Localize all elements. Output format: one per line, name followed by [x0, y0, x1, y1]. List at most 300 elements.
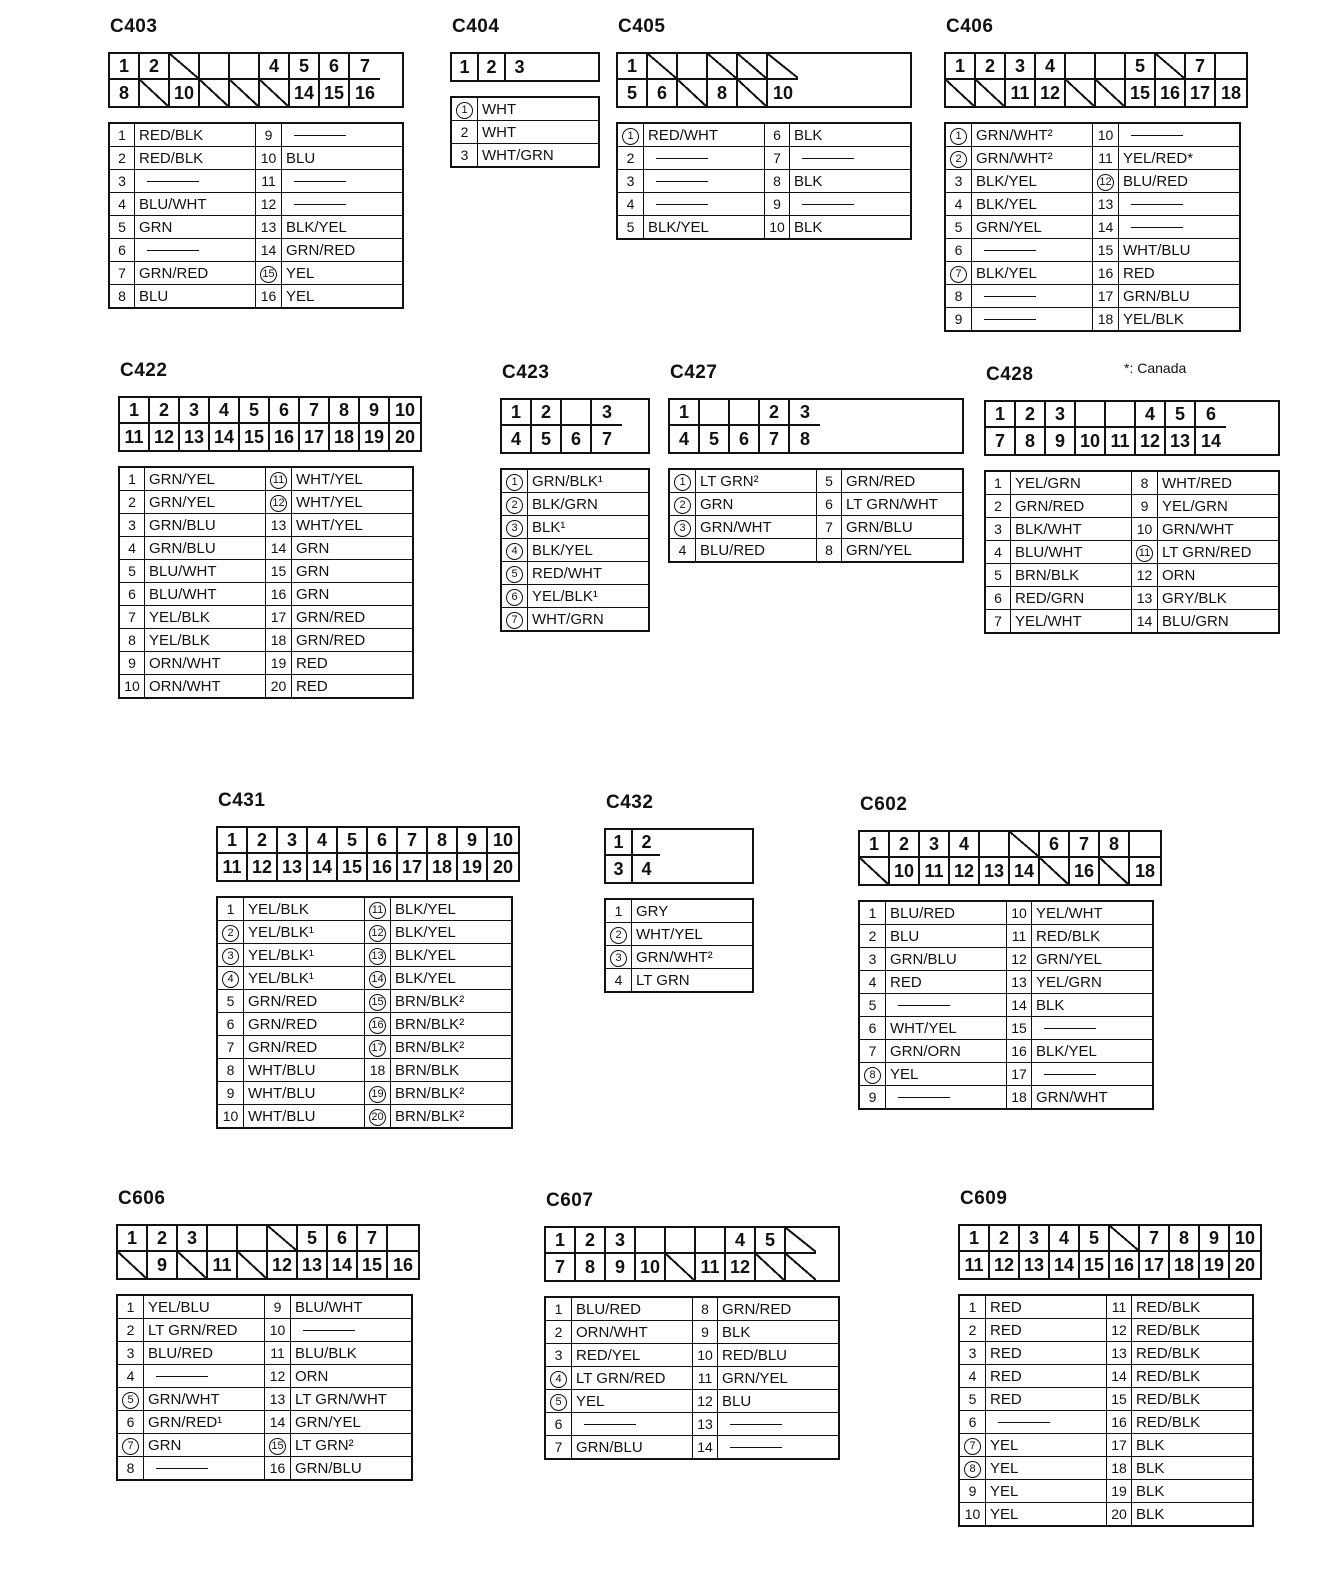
connector-title: C431: [218, 790, 266, 811]
wire-color: GRN/BLU: [1119, 285, 1241, 308]
blank-cavity: [1100, 858, 1130, 884]
wire-color: YEL/BLK¹: [244, 944, 365, 967]
wire-color: BLK/YEL: [282, 216, 404, 239]
connector-face: [616, 52, 912, 108]
pin-number: 3: [605, 946, 632, 969]
table-row: [119, 606, 413, 629]
unused-pin-dash: [282, 193, 404, 216]
blank-cavity: [1010, 832, 1040, 858]
wire-color: GRN/YEL: [842, 539, 964, 563]
table-row: [119, 514, 413, 537]
pin-number: 11: [1132, 541, 1158, 564]
cavity: 10: [170, 80, 200, 106]
cavity: 7: [398, 828, 428, 854]
blank-cavity: [1040, 858, 1070, 884]
wire-color: RED/BLK: [1032, 925, 1154, 948]
cavity: 6: [562, 426, 592, 452]
wire-color: WHT: [478, 97, 600, 121]
cavity: 1: [670, 400, 700, 426]
wire-color: WHT/RED: [1158, 471, 1280, 495]
pin-number: 6: [959, 1411, 986, 1434]
cavity: 3: [1020, 1226, 1050, 1252]
table-row: [959, 1342, 1253, 1365]
pin-number: 1: [545, 1297, 572, 1321]
pin-number: 17: [365, 1036, 391, 1059]
pin-number: 15: [1107, 1388, 1132, 1411]
wire-color: YEL: [986, 1503, 1107, 1527]
wire-color: YEL/WHT: [1032, 901, 1154, 925]
wire-color: BLK/YEL: [972, 262, 1093, 285]
wire-color: RED/BLK: [1132, 1388, 1254, 1411]
cavity: 14: [308, 854, 338, 880]
pin-number: 5: [817, 469, 842, 493]
cavity: [208, 1226, 238, 1252]
pin-number: 13: [266, 514, 292, 537]
pin-number: 7: [217, 1036, 244, 1059]
table-row: [545, 1413, 839, 1436]
table-row: [945, 262, 1240, 285]
wire-color: RED: [986, 1365, 1107, 1388]
cavity: 7: [358, 1226, 388, 1252]
wire-color: YEL/WHT: [1011, 610, 1132, 634]
cavity: 7: [760, 426, 790, 452]
blank-cavity: [238, 1252, 268, 1278]
cavity: 19: [360, 424, 390, 450]
cavity: 14: [1050, 1252, 1080, 1278]
pin-number: 3: [109, 170, 135, 193]
wire-color: RED/BLK: [1132, 1411, 1254, 1434]
wire-color: RED/WHT: [528, 562, 650, 585]
pin-number: 11: [1107, 1295, 1132, 1319]
cavity: 8: [110, 80, 140, 106]
table-row: [959, 1319, 1253, 1342]
table-row: [669, 469, 963, 493]
cavity: [238, 1226, 268, 1252]
pin-number: 10: [1132, 518, 1158, 541]
wire-color: ORN/WHT: [145, 652, 266, 675]
cavity: 9: [458, 828, 488, 854]
pin-number: 17: [266, 606, 292, 629]
pin-number: 13: [1007, 971, 1032, 994]
pin-number: 9: [217, 1082, 244, 1105]
wire-color: GRN/WHT²: [972, 123, 1093, 147]
cavity: 5: [240, 398, 270, 424]
wire-color: RED: [292, 675, 414, 699]
wire-color: GRN/RED¹: [144, 1411, 265, 1434]
pin-number: 4: [985, 541, 1011, 564]
table-row: [617, 216, 911, 240]
pin-number: 15: [365, 990, 391, 1013]
pin-number: 3: [985, 518, 1011, 541]
wire-color: YEL/GRN: [1158, 495, 1280, 518]
table-row: [859, 1063, 1153, 1086]
connector-c406: [944, 16, 1248, 332]
pin-number: 6: [817, 493, 842, 516]
pin-table: [544, 1296, 840, 1460]
pin-number: 6: [117, 1411, 144, 1434]
blank-cavity: [768, 54, 798, 80]
cavity: 14: [210, 424, 240, 450]
blank-cavity: [756, 1254, 786, 1280]
wire-color: BLK/YEL: [528, 539, 650, 562]
pin-number: 14: [265, 1411, 291, 1434]
pin-number: 17: [1107, 1434, 1132, 1457]
table-row: [945, 308, 1240, 332]
cavity: 6: [320, 54, 350, 80]
pin-table: [118, 466, 414, 699]
pin-table: [216, 896, 513, 1129]
pin-number: 4: [545, 1367, 572, 1390]
table-row: [109, 262, 403, 285]
pin-table: [668, 468, 964, 563]
connector-c423: [500, 362, 650, 632]
pin-number: 16: [1107, 1411, 1132, 1434]
wire-color: BRN/BLK: [1011, 564, 1132, 587]
wire-color: BLK/YEL: [391, 921, 513, 944]
connector-c432: [604, 792, 754, 993]
connector-title: C403: [110, 16, 158, 37]
cavity: 1: [110, 54, 140, 80]
cavity: 16: [392, 1254, 414, 1275]
table-row: [545, 1390, 839, 1413]
pin-number: 2: [217, 921, 244, 944]
cavity: 20: [394, 426, 416, 447]
pin-number: 14: [1132, 610, 1158, 634]
pin-number: 1: [501, 469, 528, 493]
table-row: [109, 285, 403, 309]
table-row: [117, 1295, 412, 1319]
wire-color: GRY: [632, 899, 754, 923]
unused-pin-dash: [790, 147, 912, 170]
table-row: [217, 1036, 512, 1059]
pin-number: 20: [266, 675, 292, 699]
cavity: 10: [390, 398, 420, 424]
cavity: 5: [532, 426, 562, 452]
cavity: 4: [210, 398, 240, 424]
wire-color: BLU/WHT: [291, 1295, 413, 1319]
cavity: 17: [398, 854, 428, 880]
wire-color: YEL/BLK¹: [244, 967, 365, 990]
pin-number: 6: [217, 1013, 244, 1036]
wire-color: BLU/GRN: [1158, 610, 1280, 634]
pin-number: 9: [859, 1086, 886, 1110]
pin-number: 16: [1093, 262, 1119, 285]
pin-number: 9: [765, 193, 790, 216]
cavity: 15: [1080, 1252, 1110, 1278]
table-row: [945, 147, 1240, 170]
wire-color: GRN/RED: [842, 469, 964, 493]
wire-color: GRN: [292, 560, 414, 583]
pin-number: 1: [117, 1295, 144, 1319]
cavity: 15: [358, 1252, 388, 1278]
cavity: 12: [950, 858, 980, 884]
connector-face: [544, 1226, 840, 1282]
table-row: [119, 537, 413, 560]
wire-color: YEL: [986, 1457, 1107, 1480]
wire-color: BLU/BLK: [291, 1342, 413, 1365]
wire-color: YEL/BLK: [244, 897, 365, 921]
pin-number: 19: [365, 1082, 391, 1105]
unused-pin-dash: [135, 170, 256, 193]
connector-face: [116, 1224, 420, 1280]
cavity: 5: [290, 54, 320, 80]
pin-number: 5: [109, 216, 135, 239]
cavity: 3: [1006, 54, 1036, 80]
pin-number: 13: [265, 1388, 291, 1411]
connector-face: [108, 52, 404, 108]
wire-color: YEL: [886, 1063, 1007, 1086]
pin-number: 4: [617, 193, 644, 216]
cavity: 2: [576, 1228, 606, 1254]
table-row: [959, 1457, 1253, 1480]
cavity: [200, 54, 230, 80]
wire-color: YEL: [986, 1480, 1107, 1503]
wire-color: BLK: [1132, 1434, 1254, 1457]
table-row: [545, 1297, 839, 1321]
pin-number: 5: [501, 562, 528, 585]
pin-number: 4: [859, 971, 886, 994]
pin-number: 10: [959, 1503, 986, 1527]
connector-c606: [116, 1188, 420, 1481]
cavity: 17: [300, 424, 330, 450]
cavity: 18: [1170, 1252, 1200, 1278]
wire-color: RED/BLK: [1132, 1365, 1254, 1388]
cavity: 2: [248, 828, 278, 854]
pin-number: 8: [117, 1457, 144, 1481]
pin-number: 14: [256, 239, 282, 262]
wire-color: GRN/BLU: [572, 1436, 693, 1460]
blank-cavity: [678, 80, 708, 106]
connector-face: [984, 400, 1280, 456]
pin-number: 12: [1093, 170, 1119, 193]
cavity: 7: [986, 428, 1016, 454]
table-row: [217, 1013, 512, 1036]
pin-number: 17: [1093, 285, 1119, 308]
pin-number: 7: [765, 147, 790, 170]
wire-color: YEL: [572, 1390, 693, 1413]
cavity: 14: [290, 80, 320, 106]
connector-c422: [118, 360, 422, 699]
cavity: 4: [260, 54, 290, 80]
cavity: 2: [990, 1226, 1020, 1252]
pin-number: 7: [117, 1434, 144, 1457]
pin-number: 4: [117, 1365, 144, 1388]
cavity: 5: [618, 80, 648, 106]
pin-number: 11: [265, 1342, 291, 1365]
wire-color: BLK: [1132, 1503, 1254, 1527]
wire-color: GRN/RED: [282, 239, 404, 262]
pin-number: 1: [605, 899, 632, 923]
wire-color: RED: [986, 1342, 1107, 1365]
blank-cavity: [946, 80, 976, 106]
cavity: 7: [601, 428, 612, 449]
pin-number: 7: [501, 608, 528, 632]
connector-c405: [616, 16, 912, 240]
cavity: 13: [980, 858, 1010, 884]
pin-number: 11: [365, 897, 391, 921]
blank-cavity: [170, 54, 200, 80]
pin-number: 6: [545, 1413, 572, 1436]
wire-color: RED/BLK: [1132, 1319, 1254, 1342]
cavity: 18: [330, 424, 360, 450]
cavity: [696, 1228, 726, 1254]
wire-color: GRN: [144, 1434, 265, 1457]
table-row: [117, 1388, 412, 1411]
cavity: 5: [1166, 402, 1196, 428]
pin-number: 6: [109, 239, 135, 262]
cavity: 16: [368, 854, 398, 880]
pin-number: 8: [693, 1297, 718, 1321]
pin-number: 12: [1132, 564, 1158, 587]
cavity: 13: [298, 1252, 328, 1278]
wire-color: ORN/WHT: [145, 675, 266, 699]
cavity: 10: [1076, 428, 1106, 454]
cavity: 18: [428, 854, 458, 880]
blank-cavity: [140, 80, 170, 106]
blank-cavity: [1066, 80, 1096, 106]
pin-number: 9: [265, 1295, 291, 1319]
cavity: 5: [1126, 54, 1156, 80]
wire-color: GRN/YEL: [1032, 948, 1154, 971]
wire-color: BLK/GRN: [528, 493, 650, 516]
table-row: [119, 629, 413, 652]
wire-color: BLK/YEL: [391, 897, 513, 921]
cavity: 6: [1196, 402, 1226, 428]
unused-pin-dash: [1119, 216, 1241, 239]
cavity: 3: [920, 832, 950, 858]
cavity: 12: [1136, 428, 1166, 454]
wire-color: GRN/BLU: [842, 516, 964, 539]
blank-cavity: [200, 80, 230, 106]
unused-pin-dash: [291, 1319, 413, 1342]
wire-color: GRN: [135, 216, 256, 239]
table-row: [117, 1457, 412, 1481]
pin-number: 5: [945, 216, 972, 239]
table-row: [945, 239, 1240, 262]
wire-color: YEL: [986, 1434, 1107, 1457]
pin-number: 1: [959, 1295, 986, 1319]
cavity: 9: [1200, 1226, 1230, 1252]
wire-color: GRN/YEL: [718, 1367, 840, 1390]
pin-number: 5: [617, 216, 644, 240]
table-row: [501, 539, 649, 562]
table-row: [119, 675, 413, 699]
table-row: [859, 1086, 1153, 1110]
connector-face: [668, 398, 964, 454]
cavity: 7: [1140, 1226, 1170, 1252]
table-row: [117, 1434, 412, 1457]
wire-color: RED: [1119, 262, 1241, 285]
wire-color: GRN/YEL: [145, 491, 266, 514]
pin-number: 2: [109, 147, 135, 170]
pin-number: 6: [119, 583, 145, 606]
unused-pin-dash: [1032, 1063, 1154, 1086]
table-row: [545, 1321, 839, 1344]
cavity: 2: [150, 398, 180, 424]
cavity: [1216, 54, 1246, 80]
cavity: [1076, 402, 1106, 428]
unused-pin-dash: [886, 994, 1007, 1017]
cavity: [666, 1228, 696, 1254]
connector-title: C602: [860, 794, 908, 815]
pin-number: 11: [1093, 147, 1119, 170]
cavity: 6: [368, 828, 398, 854]
pin-number: 2: [985, 495, 1011, 518]
table-row: [545, 1436, 839, 1460]
cavity: 1: [452, 54, 479, 80]
table-row: [109, 147, 403, 170]
wire-color: GRN/BLU: [145, 514, 266, 537]
wire-color: WHT/BLU: [1119, 239, 1241, 262]
wire-color: WHT/BLU: [244, 1059, 365, 1082]
table-row: [117, 1342, 412, 1365]
pin-number: 18: [1107, 1457, 1132, 1480]
wire-color: BLK/YEL: [972, 193, 1093, 216]
cavity: 15: [338, 854, 368, 880]
connector-title: C423: [502, 362, 550, 383]
pin-number: 16: [1007, 1040, 1032, 1063]
table-row: [119, 560, 413, 583]
cavity: 4: [308, 828, 338, 854]
cavity: 11: [696, 1254, 726, 1280]
wire-color: YEL/BLU: [144, 1295, 265, 1319]
pin-number: 4: [605, 969, 632, 993]
cavity: 1: [546, 1228, 576, 1254]
cavity: 10: [636, 1254, 666, 1280]
pin-number: 1: [217, 897, 244, 921]
pin-number: 2: [859, 925, 886, 948]
connector-face: [450, 52, 600, 82]
table-row: [451, 97, 599, 121]
connector-face: [858, 830, 1162, 886]
table-row: [109, 239, 403, 262]
blank-cavity: [268, 1226, 298, 1252]
cavity: 16: [1156, 80, 1186, 106]
pin-number: 3: [119, 514, 145, 537]
pin-number: 1: [451, 97, 478, 121]
cavity: 10: [488, 828, 518, 854]
pin-number: 10: [256, 147, 282, 170]
wire-color: BLK: [1132, 1480, 1254, 1503]
cavity: 7: [1186, 54, 1216, 80]
cavity: 11: [1006, 80, 1036, 106]
wire-color: WHT/GRN: [478, 144, 600, 168]
table-row: [959, 1295, 1253, 1319]
pin-number: 12: [256, 193, 282, 216]
blank-cavity: [1110, 1226, 1140, 1252]
table-row: [501, 562, 649, 585]
cavity: 9: [360, 398, 390, 424]
wire-color: BLK/WHT: [1011, 518, 1132, 541]
unused-pin-dash: [144, 1457, 265, 1481]
cavity: 13: [1020, 1252, 1050, 1278]
pin-number: 10: [217, 1105, 244, 1129]
wire-color: BLU/WHT: [135, 193, 256, 216]
connector-face: [216, 826, 520, 882]
pin-number: 14: [1107, 1365, 1132, 1388]
cavity: 3: [1046, 402, 1076, 428]
table-row: [669, 516, 963, 539]
wire-color: RED: [986, 1388, 1107, 1411]
pin-number: 10: [693, 1344, 718, 1367]
pin-number: 13: [693, 1413, 718, 1436]
blank-cavity: [738, 80, 768, 106]
unused-pin-dash: [1119, 123, 1241, 147]
pin-number: 7: [859, 1040, 886, 1063]
pin-number: 3: [501, 516, 528, 539]
pin-number: 3: [545, 1344, 572, 1367]
pin-number: 4: [217, 967, 244, 990]
